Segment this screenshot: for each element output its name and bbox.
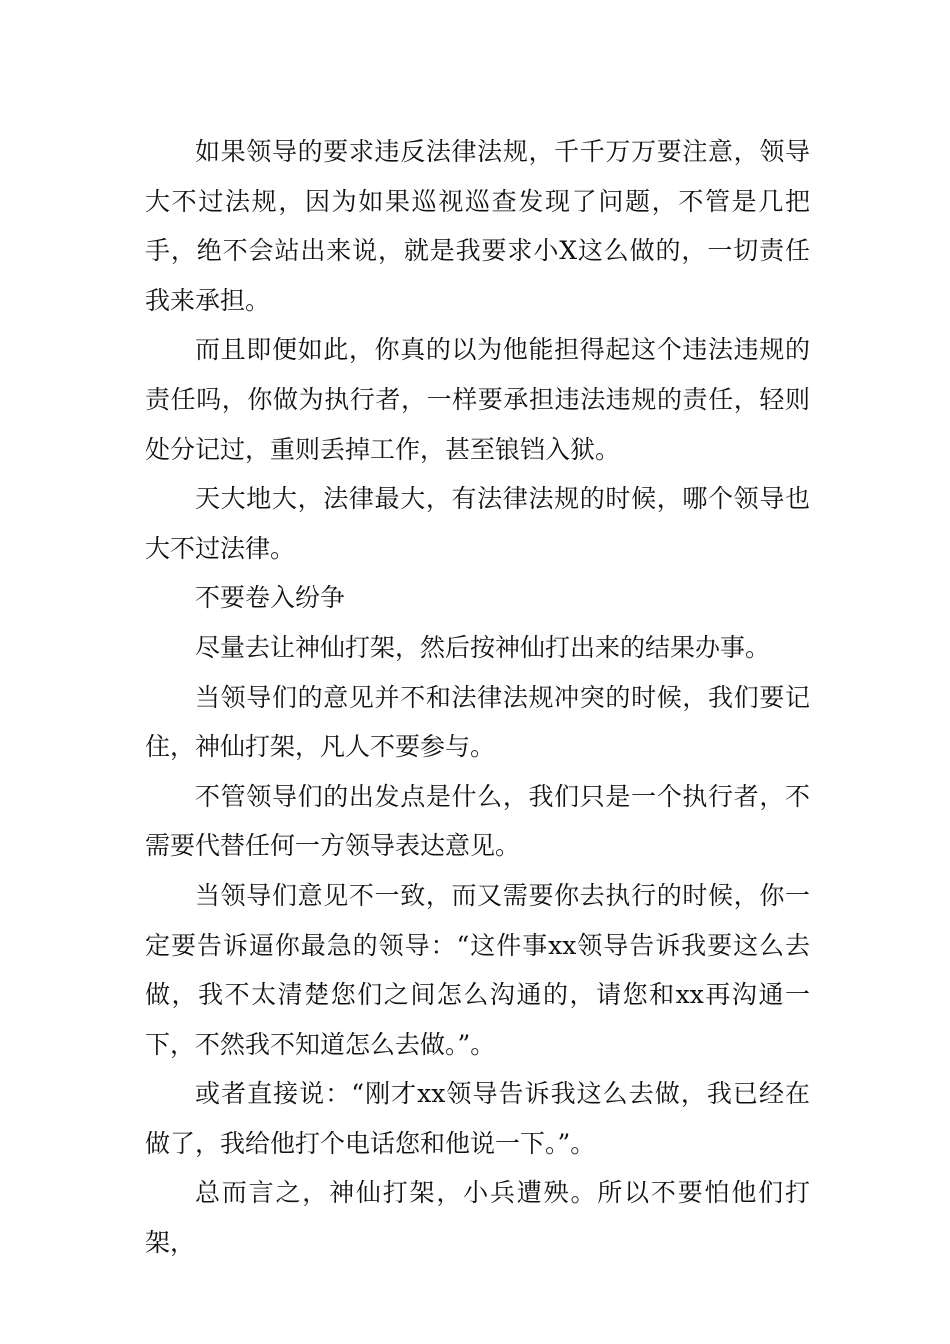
paragraph-5: 尽量去让神仙打架，然后按神仙打出来的结果办事。 xyxy=(195,632,771,662)
section-heading: 不要卷入纷争 xyxy=(195,583,346,613)
paragraph-1: 如果领导的要求违反法律法规，千千万万要注意，领导大不过法规，因为如果巡视巡查发现了问题，不管是几把手，绝不会站出来说，就是我要求小X这么做的，一切责任我来承担。 xyxy=(145,137,810,315)
paragraph-10: 总而言之，神仙打架，小兵遭殃。所以不要怕他们打架， xyxy=(145,1178,810,1258)
paragraph-7: 不管领导们的出发点是什么，我们只是一个执行者，不需要代替任何一方领导表达意见。 xyxy=(145,781,810,861)
paragraph-9: 或者直接说：“刚才xx领导告诉我这么去做，我已经在做了，我给他打个电话您和他说一下。”。 xyxy=(145,1079,810,1158)
document-body xyxy=(145,127,810,1268)
paragraph-8: 当领导们意见不一致，而又需要你去执行的时候，你一定要告诉逼你最急的领导：“这件事xx领导告诉我要这么去做，我不太清楚您们之间怎么沟通的，请您和xx再沟通一下，不然我不知道怎么去做。”。 xyxy=(145,880,810,1059)
paragraph-2: 而且即便如此，你真的以为他能担得起这个违法违规的责任吗，你做为执行者，一样要承担违法违规的责任，轻则处分记过，重则丢掉工作，甚至锒铛入狱。 xyxy=(145,335,810,464)
paragraph-6: 当领导们的意见并不和法律法规冲突的时候，我们要记住，神仙打架，凡人不要参与。 xyxy=(145,682,810,762)
paragraph-3: 天大地大，法律最大，有法律法规的时候，哪个领导也大不过法律。 xyxy=(145,484,810,563)
